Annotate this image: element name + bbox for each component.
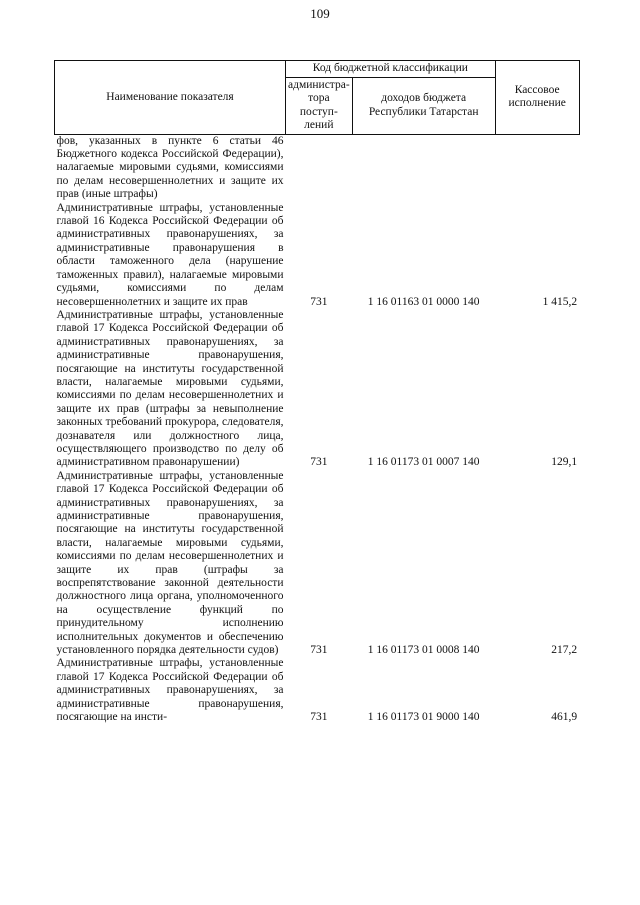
- table-row: [55, 202, 580, 309]
- row-name: Административные штрафы, установленные главой 17 Кодекса Российской Федерации об административных правонарушениях, за административные правонарушения, посягающие на инсти-: [56, 657, 284, 724]
- row-execution: 129,1: [551, 456, 578, 469]
- table-row: [55, 134, 580, 202]
- row-admin-code: 731: [310, 711, 328, 724]
- table-row: [55, 309, 580, 470]
- row-revenue-code: 1 16 01163 01 0000 140: [367, 295, 480, 308]
- row-admin-code: 731: [310, 644, 328, 657]
- page-number: 109: [310, 6, 330, 21]
- row-execution: 217,2: [551, 644, 578, 657]
- row-admin-code: 731: [310, 295, 328, 308]
- row-revenue-code: 1 16 01173 01 0007 140: [367, 456, 480, 469]
- row-name: фов, указанных в пункте 6 статьи 46 Бюджетного кодекса Российской Федерации), налагаемые мировыми судьями, комиссиями по делам несовершеннолетних и защите их прав (иные штрафы): [56, 134, 284, 201]
- budget-table: [54, 60, 580, 725]
- table-row: [55, 657, 580, 724]
- header-admin: администра-тора поступ-лений: [286, 78, 353, 135]
- row-admin-code: 731: [310, 456, 328, 469]
- row-revenue-code: 1 16 01173 01 0008 140: [367, 644, 480, 657]
- table-row: [55, 470, 580, 658]
- row-name: Административные штрафы, установленные главой 17 Кодекса Российской Федерации об административных правонарушениях, за административные правонарушения, посягающие на институты государственной власти, налагаемые мировыми судьями, комиссиями по делам несовершеннолетних и защите их прав (штрафы за воспрепятствование законной деятельности должностного лица органа, уполномоченного на осуществление функций по принудительному исполнению исполнительных документов и обеспечению установленного порядка деятельности судов): [56, 469, 284, 657]
- row-name: Административные штрафы, установленные главой 17 Кодекса Российской Федерации об административных правонарушениях, за административные правонарушения, посягающие на институты государственной власти, налагаемые мировыми судьями, комиссиями по делам несовершеннолетних и защите их прав (штрафы за невыполнение законных требований прокурора, следователя, дознавателя или должностного лица, осуществляющего производство по делу об административном правонарушении): [56, 308, 284, 469]
- row-name: Административные штрафы, установленные главой 16 Кодекса Российской Федерации об административных правонарушениях, за административные правонарушения в области таможенного дела (нарушение таможенных правил), налагаемые мировыми судьями, комиссиями по делам несовершеннолетних и защите их прав: [56, 201, 284, 308]
- row-execution: 461,9: [551, 711, 578, 724]
- row-revenue-code: [352, 134, 495, 202]
- header-revenue-code: доходов бюджета Республики Татарстан: [352, 78, 495, 135]
- row-execution: 1 415,2: [542, 295, 578, 308]
- header-kbk: Код бюджетной классификации: [286, 61, 496, 78]
- header-name: Наименование показателя: [55, 61, 286, 135]
- row-admin-code: [286, 134, 353, 202]
- row-revenue-code: 1 16 01173 01 9000 140: [367, 711, 480, 724]
- table-body: [55, 134, 580, 724]
- row-execution: [495, 134, 579, 202]
- table-header: [55, 61, 580, 135]
- header-execution: Кассовое исполнение: [495, 61, 579, 135]
